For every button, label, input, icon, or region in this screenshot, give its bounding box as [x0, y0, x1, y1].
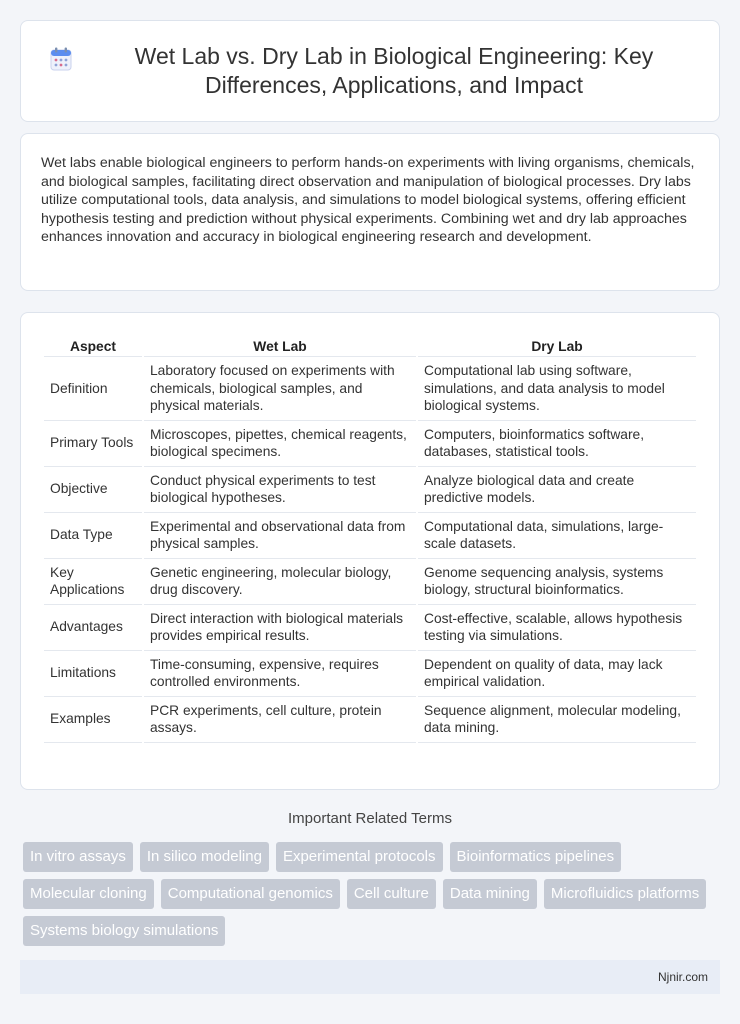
- row-dry-lab: Sequence alignment, molecular modeling, data mining.: [418, 697, 696, 743]
- row-wet-lab: Genetic engineering, molecular biology, drug discovery.: [144, 559, 416, 605]
- table-row: [44, 651, 696, 697]
- row-wet-lab: Time-consuming, expensive, requires controlled environments.: [144, 651, 416, 697]
- row-wet-lab: Direct interaction with biological materials provides empirical results.: [144, 605, 416, 651]
- intro-paragraph: Wet labs enable biological engineers to perform hands-on experiments with living organisms, chemicals, and biological samples, facilitating direct observation and manipulation of biological processes. Dry labs utilize computational tools, data analysis, and simulations to model biological systems, offering efficient hypothesis testing and prediction without physical experiments. Combining wet and dry lab approaches enhances innovation and accuracy in biological engineering research and development.: [41, 155, 695, 245]
- comparison-table-card: [20, 312, 720, 790]
- related-term-tag[interactable]: Computational genomics: [161, 879, 340, 909]
- related-term-tag[interactable]: In silico modeling: [140, 842, 269, 872]
- related-term-tag[interactable]: Bioinformatics pipelines: [450, 842, 622, 872]
- intro-card: [20, 133, 720, 291]
- table-row: [44, 697, 696, 743]
- table-row: [44, 357, 696, 421]
- row-aspect: Definition: [44, 357, 142, 421]
- row-dry-lab: Computational lab using software, simulations, and data analysis to model biological systems.: [418, 357, 696, 421]
- table-row: [44, 605, 696, 651]
- title-wrap: [50, 42, 690, 100]
- comparison-table: [42, 333, 698, 743]
- row-aspect: Examples: [44, 697, 142, 743]
- row-dry-lab: Dependent on quality of data, may lack empirical validation.: [418, 651, 696, 697]
- row-dry-lab: Genome sequencing analysis, systems biology, structural bioinformatics.: [418, 559, 696, 605]
- row-wet-lab: Laboratory focused on experiments with chemicals, biological samples, and physical materials.: [144, 357, 416, 421]
- related-term-tag[interactable]: Experimental protocols: [276, 842, 443, 872]
- row-wet-lab: Experimental and observational data from physical samples.: [144, 513, 416, 559]
- related-term-tag[interactable]: Microfluidics platforms: [544, 879, 706, 909]
- related-term-tag[interactable]: Molecular cloning: [23, 879, 154, 909]
- table-row: [44, 559, 696, 605]
- row-wet-lab: Conduct physical experiments to test biological hypotheses.: [144, 467, 416, 513]
- row-dry-lab: Computational data, simulations, large-scale datasets.: [418, 513, 696, 559]
- header-aspect: Aspect: [44, 333, 142, 357]
- header-dry-lab: Dry Lab: [418, 333, 696, 357]
- table-row: [44, 513, 696, 559]
- header-wet-lab: Wet Lab: [144, 333, 416, 357]
- row-aspect: Data Type: [44, 513, 142, 559]
- row-wet-lab: Microscopes, pipettes, chemical reagents, biological specimens.: [144, 421, 416, 467]
- row-dry-lab: Cost-effective, scalable, allows hypothesis testing via simulations.: [418, 605, 696, 651]
- footer-site-link[interactable]: Njnir.com: [657, 970, 708, 984]
- title-card: [20, 20, 720, 122]
- row-aspect: Primary Tools: [44, 421, 142, 467]
- table-row: [44, 467, 696, 513]
- related-term-tag[interactable]: Data mining: [443, 879, 537, 909]
- row-dry-lab: Analyze biological data and create predictive models.: [418, 467, 696, 513]
- related-terms-heading: Important Related Terms: [288, 810, 452, 827]
- related-term-tag[interactable]: Cell culture: [347, 879, 436, 909]
- row-aspect: Objective: [44, 467, 142, 513]
- calendar-icon: [50, 47, 72, 71]
- row-wet-lab: PCR experiments, cell culture, protein assays.: [144, 697, 416, 743]
- footer: [20, 960, 720, 994]
- row-dry-lab: Computers, bioinformatics software, databases, statistical tools.: [418, 421, 696, 467]
- page-title: Wet Lab vs. Dry Lab in Biological Engineering: Key Differences, Applications, and Impact: [134, 43, 654, 98]
- related-term-tag[interactable]: Systems biology simulations: [23, 916, 225, 946]
- row-aspect: Limitations: [44, 651, 142, 697]
- row-aspect: Key Applications: [44, 559, 142, 605]
- row-aspect: Advantages: [44, 605, 142, 651]
- table-row: [44, 421, 696, 467]
- table-header-row: [44, 333, 696, 357]
- related-terms-list: [23, 842, 713, 946]
- related-term-tag[interactable]: In vitro assays: [23, 842, 133, 872]
